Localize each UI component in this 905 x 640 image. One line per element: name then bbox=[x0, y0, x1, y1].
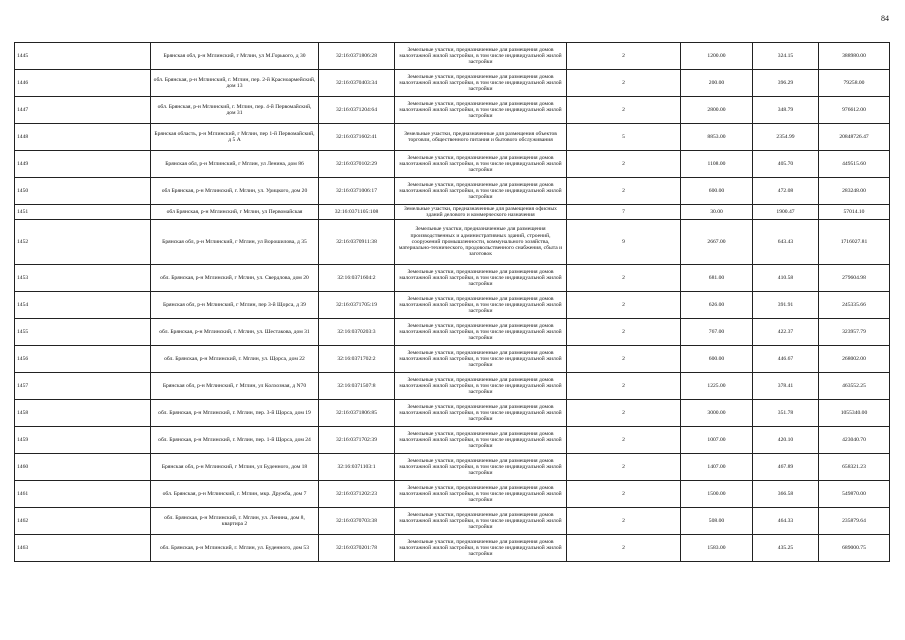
row-number: 1450 bbox=[15, 178, 151, 205]
row-number: 1451 bbox=[15, 205, 151, 220]
row-number: 1452 bbox=[15, 220, 151, 265]
table-row bbox=[15, 70, 890, 97]
cadastral-value-cell: 235879.64 bbox=[819, 508, 890, 535]
row-number: 1447 bbox=[15, 97, 151, 124]
cadastral-value-cell: 463552.25 bbox=[819, 373, 890, 400]
cadastral-value-cell: 283248.00 bbox=[819, 178, 890, 205]
specific-value-cell: 472.08 bbox=[753, 178, 819, 205]
group-cell: 9 bbox=[567, 220, 681, 265]
group-cell: 2 bbox=[567, 508, 681, 535]
land-use-cell: Земельные участки, предназначенные для размещения домов малоэтажной жилой застройки, в том числе индивидуальной жилой застройки bbox=[395, 70, 567, 97]
table-row bbox=[15, 265, 890, 292]
cadastral-value-cell: 79258.00 bbox=[819, 70, 890, 97]
area-cell: 2667.00 bbox=[681, 220, 753, 265]
cadastral-value-cell: 388980.00 bbox=[819, 43, 890, 70]
land-use-cell: Земельные участки, предназначенные для размещения домов малоэтажной жилой застройки, в том числе индивидуальной жилой застройки bbox=[395, 97, 567, 124]
address-cell: обл. Брянская, р-н Мглинский, г Мглин, ул. Свердлова, дом 20 bbox=[151, 265, 319, 292]
cadastral-number-cell: 32:16:0370102:29 bbox=[319, 151, 395, 178]
address-cell: обл. Брянская, р-н Мглинский, г. Мглин, ул. Шестакова, дом 31 bbox=[151, 319, 319, 346]
area-cell: 681.00 bbox=[681, 265, 753, 292]
address-cell: обл. Брянская, р-н Мглинский, г. Мглин, ул. Буденного, дом 53 bbox=[151, 535, 319, 562]
area-cell: 1007.00 bbox=[681, 427, 753, 454]
cadastral-value-cell: 279604.98 bbox=[819, 265, 890, 292]
specific-value-cell: 464.33 bbox=[753, 508, 819, 535]
specific-value-cell: 422.37 bbox=[753, 319, 819, 346]
address-cell: обл. Брянская, р-н Мглинский, г. Мглин, ул. Ленина, дом 8, квартира 2 bbox=[151, 508, 319, 535]
address-cell: обл. Брянская, р-н Мглинский, г. Мглин, пер. 2-й Красноармейский, дом 13 bbox=[151, 70, 319, 97]
group-cell: 2 bbox=[567, 265, 681, 292]
table-row bbox=[15, 508, 890, 535]
table-row bbox=[15, 481, 890, 508]
address-cell: обл. Брянская, р-н Мглинский, г. Мглин, пер. 3-й Щорса, дом 19 bbox=[151, 400, 319, 427]
group-cell: 2 bbox=[567, 151, 681, 178]
page-number: 84 bbox=[881, 14, 889, 23]
cadastral-value-cell: 245335.66 bbox=[819, 292, 890, 319]
cadastral-number-cell: 32:16:0371006:17 bbox=[319, 178, 395, 205]
specific-value-cell: 391.91 bbox=[753, 292, 819, 319]
specific-value-cell: 420.10 bbox=[753, 427, 819, 454]
land-use-cell: Земельные участки, предназначенные для размещения домов малоэтажной жилой застройки, в том числе индивидуальной жилой застройки bbox=[395, 535, 567, 562]
cadastral-number-cell: 32:16:0370403:34 bbox=[319, 70, 395, 97]
land-use-cell: Земельные участки, предназначенные для размещения производственных и административных зданий, строений, сооружений промышленности, коммунального хозяйства, материально-технического, продовольственного снабжения, сбыта и заготовок bbox=[395, 220, 567, 265]
cadastral-value-cell: 976612.00 bbox=[819, 97, 890, 124]
cadastral-number-cell: 32:16:0371103:1 bbox=[319, 454, 395, 481]
cadastral-value-cell: 57014.10 bbox=[819, 205, 890, 220]
table-row bbox=[15, 454, 890, 481]
address-cell: Брянская обл, р-н Мглинский, г Мглин, ул Буденного, дом 18 bbox=[151, 454, 319, 481]
cadastral-value-cell: 323957.79 bbox=[819, 319, 890, 346]
row-number: 1459 bbox=[15, 427, 151, 454]
area-cell: 1407.00 bbox=[681, 454, 753, 481]
area-cell: 1583.00 bbox=[681, 535, 753, 562]
table-row bbox=[15, 535, 890, 562]
land-use-cell: Земельные участки, предназначенные для размещения офисных зданий делового и коммерческого назначения bbox=[395, 205, 567, 220]
area-cell: 1200.00 bbox=[681, 43, 753, 70]
area-cell: 600.00 bbox=[681, 178, 753, 205]
specific-value-cell: 324.15 bbox=[753, 43, 819, 70]
group-cell: 2 bbox=[567, 178, 681, 205]
group-cell: 2 bbox=[567, 535, 681, 562]
table-body bbox=[15, 43, 890, 562]
table-row bbox=[15, 427, 890, 454]
address-cell: Брянская область, р-н Мглинский, г Мглин, пер 1-й Первомайский, д 5 А bbox=[151, 124, 319, 151]
land-registry-table bbox=[14, 42, 890, 562]
group-cell: 2 bbox=[567, 427, 681, 454]
cadastral-value-cell: 423040.70 bbox=[819, 427, 890, 454]
area-cell: 508.00 bbox=[681, 508, 753, 535]
land-use-cell: Земельные участки, предназначенные для размещения домов малоэтажной жилой застройки, в том числе индивидуальной жилой застройки bbox=[395, 508, 567, 535]
group-cell: 2 bbox=[567, 373, 681, 400]
specific-value-cell: 405.70 bbox=[753, 151, 819, 178]
cadastral-value-cell: 268002.00 bbox=[819, 346, 890, 373]
row-number: 1456 bbox=[15, 346, 151, 373]
row-number: 1453 bbox=[15, 265, 151, 292]
cadastral-number-cell: 32:16:0370201:78 bbox=[319, 535, 395, 562]
group-cell: 2 bbox=[567, 43, 681, 70]
address-cell: Брянская обл, р-н Мглинский, г Мглин, ул Ворошилова, д 35 bbox=[151, 220, 319, 265]
row-number: 1462 bbox=[15, 508, 151, 535]
table-row bbox=[15, 319, 890, 346]
row-number: 1448 bbox=[15, 124, 151, 151]
address-cell: обл Брянская, р-н Мглинский, г Мглин, ул Первомайская bbox=[151, 205, 319, 220]
address-cell: обл. Брянская, р-н Мглинский, г. Мглин, ул. Щорса, дом 22 bbox=[151, 346, 319, 373]
cadastral-value-cell: 1716027.81 bbox=[819, 220, 890, 265]
land-use-cell: Земельные участки, предназначенные для размещения домов малоэтажной жилой застройки, в том числе индивидуальной жилой застройки bbox=[395, 400, 567, 427]
area-cell: 767.00 bbox=[681, 319, 753, 346]
cadastral-value-cell: 20848726.47 bbox=[819, 124, 890, 151]
cadastral-number-cell: 32:16:0371702:2 bbox=[319, 346, 395, 373]
area-cell: 1225.00 bbox=[681, 373, 753, 400]
group-cell: 2 bbox=[567, 454, 681, 481]
specific-value-cell: 378.41 bbox=[753, 373, 819, 400]
cadastral-number-cell: 32:16:0370911:38 bbox=[319, 220, 395, 265]
specific-value-cell: 2354.99 bbox=[753, 124, 819, 151]
group-cell: 2 bbox=[567, 319, 681, 346]
address-cell: Брянская обл, р-н Мглинский, г Мглин, ул М.Горького, д 30 bbox=[151, 43, 319, 70]
cadastral-number-cell: 32:16:0371705:19 bbox=[319, 292, 395, 319]
group-cell: 2 bbox=[567, 97, 681, 124]
table-row bbox=[15, 151, 890, 178]
cadastral-number-cell: 32:16:0371604:2 bbox=[319, 265, 395, 292]
land-use-cell: Земельные участки, предназначенные для размещения домов малоэтажной жилой застройки, в том числе индивидуальной жилой застройки bbox=[395, 178, 567, 205]
area-cell: 3000.00 bbox=[681, 400, 753, 427]
cadastral-number-cell: 32:16:0371702:39 bbox=[319, 427, 395, 454]
group-cell: 7 bbox=[567, 205, 681, 220]
address-cell: Брянская обл, р-н Мглинский, г Мглин, ул Колхозная, д N70 bbox=[151, 373, 319, 400]
land-use-cell: Земельные участки, предназначенные для размещения домов малоэтажной жилой застройки, в том числе индивидуальной жилой застройки bbox=[395, 319, 567, 346]
group-cell: 2 bbox=[567, 346, 681, 373]
address-cell: обл. Брянская, р-н Мглинский, г. Мглин, мкр. Дружба, дом 7 bbox=[151, 481, 319, 508]
land-use-cell: Земельные участки, предназначенные для размещения домов малоэтажной жилой застройки, в том числе индивидуальной жилой застройки bbox=[395, 373, 567, 400]
row-number: 1461 bbox=[15, 481, 151, 508]
table-row bbox=[15, 43, 890, 70]
group-cell: 2 bbox=[567, 292, 681, 319]
cadastral-number-cell: 32:16:0370203:3 bbox=[319, 319, 395, 346]
area-cell: 8853.00 bbox=[681, 124, 753, 151]
row-number: 1460 bbox=[15, 454, 151, 481]
specific-value-cell: 396.29 bbox=[753, 70, 819, 97]
specific-value-cell: 410.58 bbox=[753, 265, 819, 292]
specific-value-cell: 467.89 bbox=[753, 454, 819, 481]
land-use-cell: Земельные участки, предназначенные для размещения домов малоэтажной жилой застройки, в том числе индивидуальной жилой застройки bbox=[395, 265, 567, 292]
table-row bbox=[15, 373, 890, 400]
row-number: 1457 bbox=[15, 373, 151, 400]
row-number: 1455 bbox=[15, 319, 151, 346]
area-cell: 200.00 bbox=[681, 70, 753, 97]
specific-value-cell: 643.43 bbox=[753, 220, 819, 265]
address-cell: Брянская обл, р-н Мглинский, г Мглин, пер 3-й Щорса, д 39 bbox=[151, 292, 319, 319]
row-number: 1458 bbox=[15, 400, 151, 427]
land-use-cell: Земельные участки, предназначенные для размещения домов малоэтажной жилой застройки, в том числе индивидуальной жилой застройки bbox=[395, 427, 567, 454]
group-cell: 2 bbox=[567, 70, 681, 97]
specific-value-cell: 1900.47 bbox=[753, 205, 819, 220]
address-cell: обл Брянская, р-н Мглинский, г. Мглин, ул. Урицкого, дом 20 bbox=[151, 178, 319, 205]
land-use-cell: Земельные участки, предназначенные для размещения домов малоэтажной жилой застройки, в том числе индивидуальной жилой застройки bbox=[395, 43, 567, 70]
area-cell: 1108.00 bbox=[681, 151, 753, 178]
group-cell: 2 bbox=[567, 400, 681, 427]
area-cell: 626.00 bbox=[681, 292, 753, 319]
area-cell: 2800.00 bbox=[681, 97, 753, 124]
row-number: 1446 bbox=[15, 70, 151, 97]
table-row bbox=[15, 205, 890, 220]
address-cell: обл. Брянская, р-н Мглинский, г. Мглин, пер. 1-й Щорса, дом 24 bbox=[151, 427, 319, 454]
cadastral-number-cell: 32:16:0371204:64 bbox=[319, 97, 395, 124]
address-cell: обл. Брянская, р-н Мглинский, г. Мглин, пер. 4-й Первомайский, дом 31 bbox=[151, 97, 319, 124]
table-row bbox=[15, 220, 890, 265]
table-row bbox=[15, 178, 890, 205]
cadastral-value-cell: 549870.00 bbox=[819, 481, 890, 508]
cadastral-number-cell: 32:16:0371105:108 bbox=[319, 205, 395, 220]
land-use-cell: Земельные участки, предназначенные для размещения домов малоэтажной жилой застройки, в том числе индивидуальной жилой застройки bbox=[395, 346, 567, 373]
cadastral-value-cell: 449515.60 bbox=[819, 151, 890, 178]
cadastral-number-cell: 32:16:0371806:85 bbox=[319, 400, 395, 427]
row-number: 1449 bbox=[15, 151, 151, 178]
cadastral-number-cell: 32:16:0371602:41 bbox=[319, 124, 395, 151]
table-row bbox=[15, 346, 890, 373]
address-cell: Брянская обл, р-н Мглинский, г Мглин, ул Ленина, дом 86 bbox=[151, 151, 319, 178]
cadastral-value-cell: 1055340.00 bbox=[819, 400, 890, 427]
cadastral-value-cell: 689000.75 bbox=[819, 535, 890, 562]
table-row bbox=[15, 400, 890, 427]
cadastral-number-cell: 32:16:0370703:38 bbox=[319, 508, 395, 535]
land-use-cell: Земельные участки, предназначенные для размещения домов малоэтажной жилой застройки, в том числе индивидуальной жилой застройки bbox=[395, 481, 567, 508]
land-use-cell: Земельные участки, предназначенные для размещения домов малоэтажной жилой застройки, в том числе индивидуальной жилой застройки bbox=[395, 454, 567, 481]
row-number: 1463 bbox=[15, 535, 151, 562]
cadastral-value-cell: 658321.23 bbox=[819, 454, 890, 481]
row-number: 1454 bbox=[15, 292, 151, 319]
land-use-cell: Земельные участки, предназначенные для размещения домов малоэтажной жилой застройки, в том числе индивидуальной жилой застройки bbox=[395, 292, 567, 319]
cadastral-number-cell: 32:16:0371202:23 bbox=[319, 481, 395, 508]
cadastral-number-cell: 32:16:0371806:28 bbox=[319, 43, 395, 70]
group-cell: 5 bbox=[567, 124, 681, 151]
group-cell: 2 bbox=[567, 481, 681, 508]
area-cell: 30.00 bbox=[681, 205, 753, 220]
specific-value-cell: 435.25 bbox=[753, 535, 819, 562]
table-row bbox=[15, 97, 890, 124]
table-row bbox=[15, 124, 890, 151]
table-row bbox=[15, 292, 890, 319]
specific-value-cell: 351.78 bbox=[753, 400, 819, 427]
land-use-cell: Земельные участки, предназначенные для размещения домов малоэтажной жилой застройки, в том числе индивидуальной жилой застройки bbox=[395, 151, 567, 178]
row-number: 1445 bbox=[15, 43, 151, 70]
cadastral-number-cell: 32:16:0371507:8 bbox=[319, 373, 395, 400]
specific-value-cell: 446.67 bbox=[753, 346, 819, 373]
specific-value-cell: 366.58 bbox=[753, 481, 819, 508]
specific-value-cell: 348.79 bbox=[753, 97, 819, 124]
area-cell: 600.00 bbox=[681, 346, 753, 373]
area-cell: 1500.00 bbox=[681, 481, 753, 508]
land-use-cell: Земельные участки, предназначенные для размещения объектов торговли, общественного питания и бытового обслуживания bbox=[395, 124, 567, 151]
